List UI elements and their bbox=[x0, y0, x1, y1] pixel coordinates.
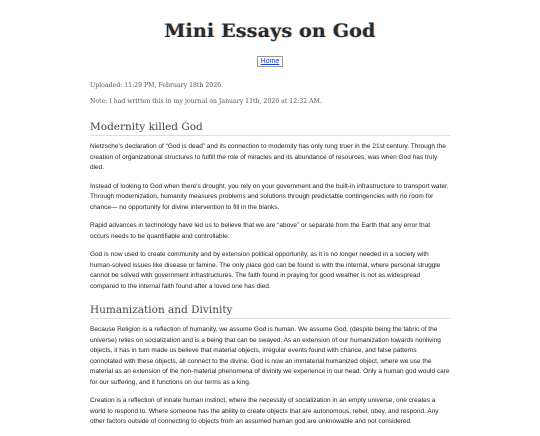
paragraph: Rapid advances in technology have led us to believe that we are “above” or separate from the Earth that any error that occurs needs to be quantifiable and controllable. bbox=[90, 222, 431, 240]
journal-note: Note: I had written this in my journal on January 11th, 2026 at 12:32 AM. bbox=[90, 98, 322, 105]
paragraph: Because Religion is a reflection of humanity, we assume God is human. We assume God, (despite being the fabric of the universe) relies on socialization and is a being that can be swayed. As an extension of our humanization towards nonliving objects, it has in turn made us believe that material objects, irregular events found with chance, and false patterns connotated with these objects, all connect to the divine. God is now an immaterial humanized object, where we use the material as an extension of the non-material phenomena of divinity we experience in our head. Only a human god would care for our suffering, and it functions on our terms as a king. bbox=[90, 326, 450, 386]
paragraph: Nietzsche's declaration of “God is dead” and its connection to modernity has only rung truer in the 21st century. Through the creation of organizational structures to fulfill the role of miracles and its abundance of resources, was when God has truly died. bbox=[90, 143, 446, 171]
paragraph: Instead of looking to God when there's drought, you rely on your government and the built-in infrastructure to transport water. Through modernization, humanity measures problems and solutions through predictable contingencies with no room for chance— no opportunity for divine intervention to fill in the blanks. bbox=[90, 182, 449, 211]
paragraph: God is now used to create community and by extension political opportunity, as it is no longer needed in a society with human-solved issues like disease or famine. The only place god can be found is with the internal, where personal struggle cannot be solved with government infrastructures. The faith found in praying for good weather is not as widespread compared to the internal faith found after a loved one has died. bbox=[90, 251, 441, 290]
upload-timestamp: Uploaded: 11:29 PM, February 18th 2026. bbox=[90, 82, 224, 89]
page bbox=[90, 0, 450, 436]
section-heading-humanization: Humanization and Divinity bbox=[90, 304, 450, 319]
site-title: Mini Essays on God bbox=[164, 20, 376, 42]
nav-bar bbox=[90, 50, 450, 68]
section-heading-modernity: Modernity killed God bbox=[90, 121, 450, 136]
home-button[interactable]: Home bbox=[257, 56, 284, 67]
paragraph: Creation is a reflection of innate human instinct, where the necessity of socialization in an empty universe, one creates a world to respond to. Where someone has the ability to create objects that are autonomous, rebel, obey, and respond. Any other factors outside of connecting to objects from an assumed human god are unknowable and not considered. bbox=[90, 397, 439, 425]
